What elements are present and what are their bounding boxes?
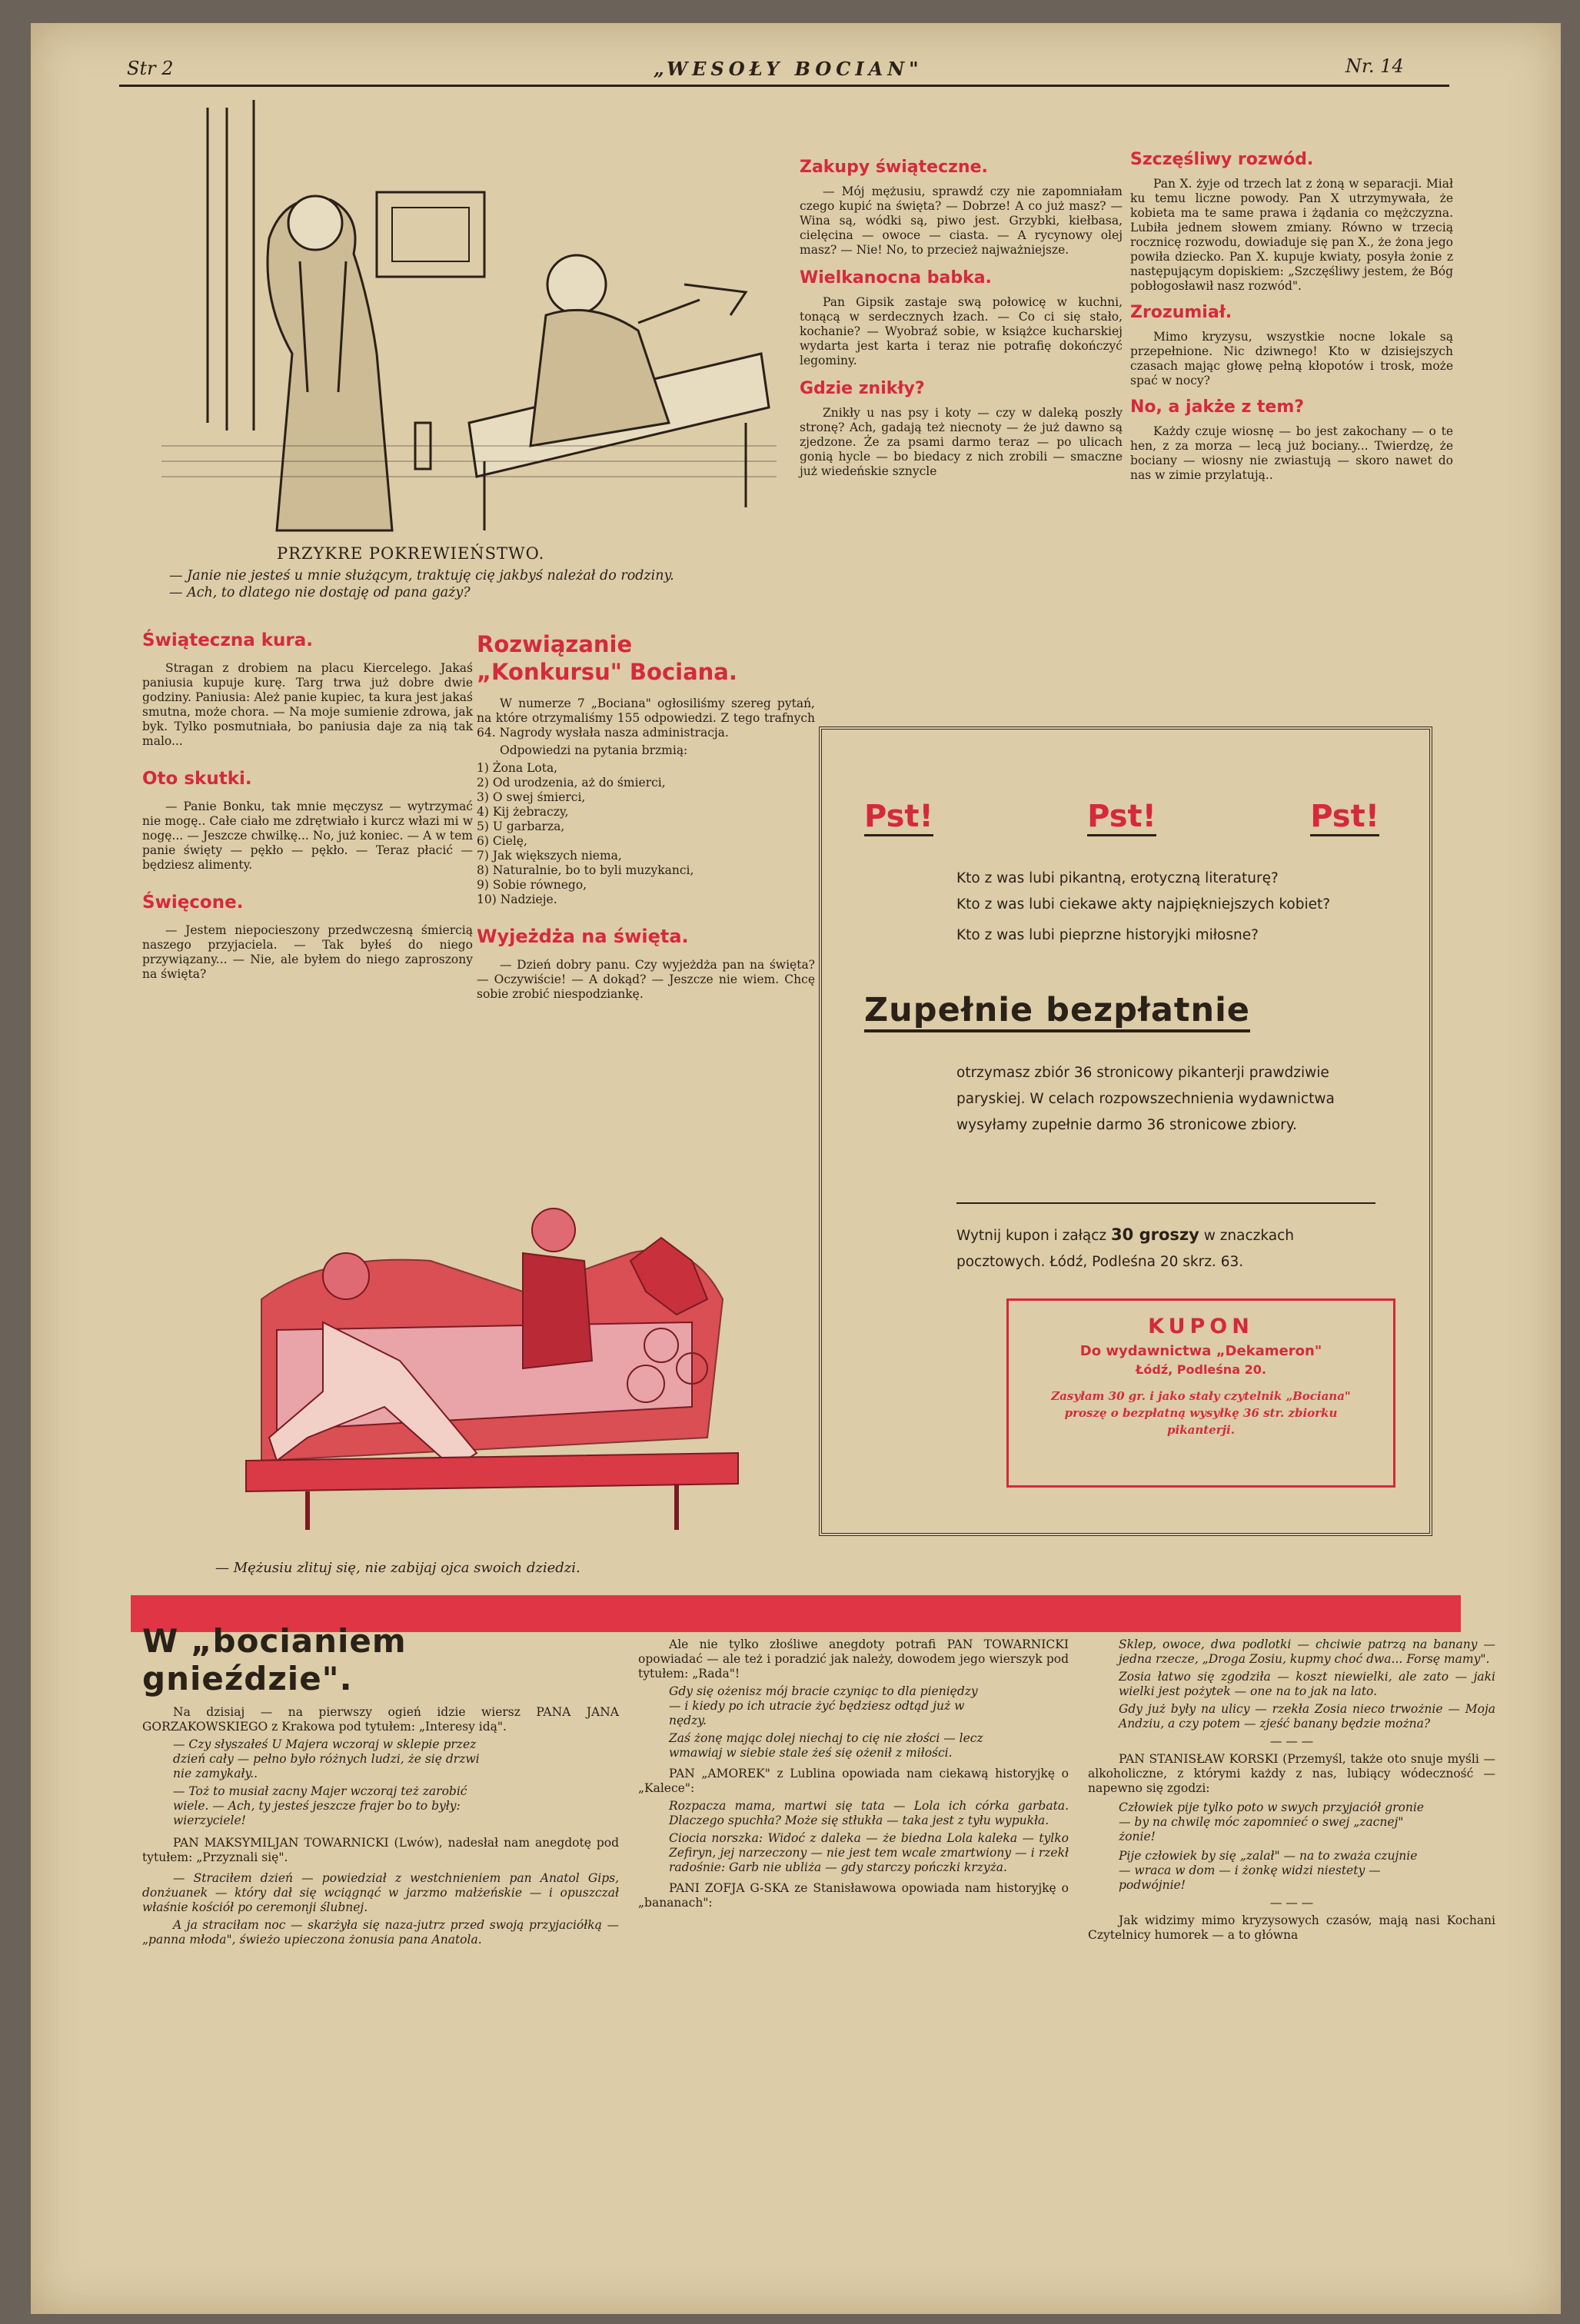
article-text: Mimo kryzysu, wszystkie nocne lokale są przepełnione. Nic dziwnego! Kto w dzisiejszych czasach mając głowę pełną kłopotów i trosk, może spać w nocy? [1130, 330, 1453, 387]
red-cartoon-caption: — Mężusiu zlituj się, nie zabijaj ojca swoich dziedzi. [215, 1560, 580, 1576]
section-paragraph: A ja straciłam noc — skarżyła się naza-jutrz przed swoją przyjaciółką — „panna młoda", świeżo upieczona żonusia pana Anatola. [142, 1918, 619, 1947]
contest-title: „Konkursu" Bociana. [477, 659, 737, 685]
poem: — Toż to musiał zacny Majer wczoraj też zarobić wiele. — Ach, ty jesteś jeszcze frajer bo to były: wierzyciele! [173, 1784, 467, 1827]
section-paragraph: Na dzisiaj — na pierwszy ogień idzie wiersz PANA JANA GORZAKOWSKIEGO z Krakowa pod tytułem: „Interesy idą". [142, 1705, 619, 1734]
coupon-line: Łódź, Podleśna 20. [1136, 1362, 1266, 1377]
article-text: — Jestem niepocieszony przedwczesną śmiercią naszego przyjaciela. — Tak byłeś do niego przywiązany... — Nie, ale byłem do niego zaproszony na święta? [142, 923, 473, 981]
article-text: Stragan z drobiem na placu Kiercelego. Jakaś paniusia kupuje kurę. Targ trwa już dobre dwie godziny. Paniusia: Ależ panie kupiec, ta kura jest jakaś smutna, może chora. — Na moje sumienie zdrowa, jak byk. Tylko posmutniała, bo paniusia daje za nią tak malo... [142, 661, 473, 748]
section-title: W „bocianiem gnieździe". [142, 1622, 407, 1697]
red-cartoon-illustration [231, 1207, 753, 1553]
poem: Zaś żonę mając dolej niechaj to cię nie złości — lecz wmawiaj w siebie stale żeś się ożenił z miłości. [669, 1731, 983, 1760]
column-middle [477, 630, 815, 1002]
contest-title: Rozwiązanie [477, 631, 633, 657]
article-title: Świąteczna kura. [142, 630, 314, 650]
ad-headline: Zupełnie bezpłatnie [864, 991, 1250, 1032]
column-left [142, 630, 473, 982]
section-paragraph: — Straciłem dzień — powiedział z westchnieniem pan Anatol Gips, donżuanek — który dał się wciągnąć w jarzmo małżeńskie — i opuszczał właśnie kościół po ceremonji ślubnej. [142, 1871, 619, 1914]
answer-item: 8) Naturalnie, bo to byli muzykanci, [477, 863, 694, 877]
answer-item: 9) Sobie równego, [477, 878, 587, 892]
answer-item: 3) O swej śmierci, [477, 790, 586, 804]
column-right-b [1130, 150, 1453, 483]
article-text: — Dzień dobry panu. Czy wyjeżdża pan na święta? — Oczywiście! — A dokąd? — Jeszcze nie wiem. Chcę sobie zrobić niespodziankę. [477, 958, 815, 1001]
ad-offer: otrzymasz zbiór 36 stronicowy pikanterji prawdziwie paryskiej. W celach rozpowszechnienia wydawnictwa wysyłamy zupełnie darmo 36 stronicowe zbiory. [956, 1065, 1335, 1133]
article-title: No, a jakże z tem? [1130, 397, 1305, 417]
ad-question: Kto z was lubi pieprzne historyjki miłosne? [956, 927, 1259, 943]
column-right-a [800, 158, 1123, 479]
answer-item: 5) U garbarza, [477, 820, 565, 833]
answer-item: 7) Jak większych niema, [477, 849, 622, 863]
answer-item: 6) Cielę, [477, 834, 527, 848]
coupon-box[interactable] [1006, 1298, 1395, 1488]
gniazdo-column-1 [142, 1622, 619, 1947]
coupon-text: Zasyłam 30 gr. i jako stały czytelnik „Bociana" proszę o bezpłatną wysyłkę 36 str. zbiorku pikanterji. [1051, 1389, 1351, 1437]
poem: Pije człowiek by się „zalał" — na to zważa czujnie — wraca w dom — i żonkę widzi niestety — podwójnie! [1119, 1849, 1418, 1892]
poem: — Czy słyszałeś U Majera wczoraj w sklepie przez dzień cały — pełno było różnych ludzi, że się drzwi nie zamykały.. [173, 1737, 480, 1780]
cartoon-dialogue: — Janie nie jesteś u mnie służącym, traktuję cię jakbyś należał do rodziny. — Ach, to dlatego nie dostaję od pana gaży? [169, 568, 674, 600]
advertisement-box [819, 726, 1432, 1536]
section-paragraph: PAN „AMOREK" z Lublina opowiada nam ciekawą historyjkę o „Kalece": [638, 1767, 1069, 1795]
masthead-title: „WESOŁY BOCIAN" [654, 58, 923, 80]
poem: Gdy się ożenisz mój bracie czyniąc to dla pieniędzy — i kiedy po ich utracie żyć będziesz odtąd już w nędzy. [669, 1684, 978, 1727]
cartoon-illustration [161, 100, 777, 538]
article-text: Pan X. żyje od trzech lat z żoną w separacji. Miał ku temu liczne powody. Pan X utrzymywała, że kobieta ma te same prawa i żądania co mężczyzna. Lubiła jednem słowem zmiany. Równo w trzecią rocznicę rozwodu, dowiaduje się pan X., że żona jego powiła dziecko. Pan X. kupuje kwiaty, posyła żonie z następującym dopiskiem: „Szczęśliwy jestem, że Bóg pobłogosławił nasz rozwód". [1130, 177, 1453, 293]
poem: Człowiek pije tylko poto w swych przyjaciół gronie — by na chwilę móc zapomnieć o swej „zacnej" żonie! [1119, 1800, 1424, 1844]
ad-coupon-note: Wytnij kupon i załącz 30 groszy w znaczkach pocztowych. Łódź, Podleśna 20 skrz. 63. [956, 1225, 1294, 1270]
article-title: Oto skutki. [142, 769, 252, 789]
gniazdo-column-3 [1088, 1637, 1495, 1943]
contest-answers [477, 761, 815, 907]
coupon-title: KUPON [1148, 1315, 1254, 1338]
article-title: Wielkanocna babka. [800, 268, 992, 288]
ad-questions [956, 868, 1387, 946]
cartoon-caption-title: PRZYKRE POKREWIEŃSTWO. [277, 544, 545, 563]
contest-intro: W numerze 7 „Bociana" ogłosiliśmy szereg pytań, na które otrzymaliśmy 155 odpowiedzi. Z tego trafnych 64. Nagrody wysłała nasza administracja. [477, 697, 815, 740]
poem: Ciocia norszka: Widoć z daleka — że biedna Lola kaleka — tylko Zefiryn, jej narzeczony — nie jest tem wcale zmartwiony — i rzekł radośnie: Garb nie ubliża — gdy starczy pończki krzyża. [669, 1831, 1069, 1874]
ad-question: Kto z was lubi pikantną, erotyczną literaturę? [956, 870, 1279, 886]
ad-divider [956, 1202, 1375, 1204]
article-title: Święcone. [142, 893, 244, 913]
answer-item: 10) Nadzieje. [477, 893, 557, 906]
header-rule [119, 85, 1449, 87]
article-text: — Panie Bonku, tak mnie męczysz — wytrzymać nie mogę.. Całe ciało me zdrętwiało i kurcz włazi mi w nogę... — Jeszcze chwilkę... No, już koniec. — A w tem panie święty — pękło — pękło. — Teraz płacić — będziesz alimenty. [142, 800, 473, 872]
contest-lead: Odpowiedzi na pytania brzmią: [500, 743, 688, 757]
article-text: — Mój mężusiu, sprawdź czy nie zapomniałam czego kupić na święta? — Dobrze! A co już masz? — Wina są, wódki są, piwo jest. Grzybki, kiełbasa, cielęcina — owoce — ciasta. — A rycynowy olej masz? — Nie! No, to przecież najważniejsze. [800, 185, 1123, 257]
separator: — — — [1269, 1734, 1314, 1748]
newspaper-page [31, 23, 1561, 2314]
pst-row [864, 799, 1379, 836]
issue-number: Nr. 14 [1345, 55, 1404, 77]
poem: Rozpacza mama, martwi się tata — Lola ich córka garbata. Dlaczego spuchła? Może się stłukła — taka jest z tyłu wypukła. [669, 1799, 1069, 1827]
answer-item: 1) Żona Lota, [477, 761, 558, 775]
section-paragraph: PANI ZOFJA G-SKA ze Stanisławowa opowiada nam historyjkę o „bananach": [638, 1881, 1069, 1910]
article-text: Znikły u nas psy i koty — czy w daleką poszły stronę? Ach, gadają też niecnoty — że już dawno są zjedzone. Że za psami darmo teraz — po ulicach gonią hycle — bo biedacy z nich zrobili — smaczne już wiedeńskie sznycle [800, 406, 1123, 478]
article-text: Pan Gipsik zastaje swą połowicę w kuchni, tonącą w serdecznych łzach. — Co ci się stało, kochanie? — Wyobraź sobie, w książce kucharskiej wydarta jest karta i teraz nie potrafię dokończyć legominy. [800, 295, 1123, 367]
answer-item: 4) Kij żebraczy, [477, 805, 569, 819]
gniazdo-column-2 [638, 1637, 1069, 1910]
pst-word: Pst! [1087, 799, 1156, 836]
pst-word: Pst! [1310, 799, 1379, 836]
poem: Gdy już były na ulicy — rzekła Zosia nieco trwożnie — Moja Andziu, a czy potem — zjeść banany będzie można? [1119, 1702, 1495, 1731]
ad-question: Kto z was lubi ciekawe akty najpiękniejszych kobiet? [956, 896, 1331, 913]
poem: Sklep, owoce, dwa podlotki — chciwie patrzą na banany — jedna rzecze, „Droga Zosiu, kupmy choć dwa... Forsę mamy". [1119, 1637, 1495, 1666]
section-paragraph: Ale nie tylko złośliwe anegdoty potrafi PAN TOWARNICKI opowiadać — ale też i poradzić jak należy, dowodem jego wierszyk pod tytułem: „Rada"! [638, 1637, 1069, 1681]
section-paragraph: PAN MAKSYMILJAN TOWARNICKI (Lwów), nadesłał nam anegdotę pod tytułem: „Przyznali się". [142, 1836, 619, 1864]
article-title: Wyjeżdża na święta. [477, 926, 689, 947]
article-title: Zrozumiał. [1130, 303, 1232, 322]
section-paragraph: PAN STANISŁAW KORSKI (Przemyśl, także oto snuje myśli — alkoholiczne, z którymi każdy z nas, lubiący wódeczność — napewno się zgodzi: [1088, 1752, 1495, 1795]
article-title: Zakupy świąteczne. [800, 158, 988, 177]
coupon-line: Do wydawnictwa „Dekameron" [1079, 1343, 1322, 1359]
pst-word: Pst! [864, 799, 933, 836]
article-text: Każdy czuje wiosnę — bo jest zakochany — o te hen, z za morza — lecą już bociany... Twierdzę, że bociany — wiosny nie zwiastują — skoro nawet do nas w zimie przylatują.. [1130, 424, 1453, 482]
separator: — — — [1269, 1896, 1314, 1910]
section-paragraph: Jak widzimy mimo kryzysowych czasów, mają nasi Kochani Czytelnicy humorek — a to główna [1088, 1913, 1495, 1942]
page-number: Str 2 [127, 58, 174, 79]
article-title: Gdzie znikły? [800, 379, 925, 398]
article-title: Szczęśliwy rozwód. [1130, 150, 1314, 169]
poem: Zosia łatwo się zgodziła — koszt niewielki, ale zato — jaki wielki jest pożytek — one na to jak na lato. [1119, 1670, 1495, 1698]
answer-item: 2) Od urodzenia, aż do śmierci, [477, 776, 666, 790]
